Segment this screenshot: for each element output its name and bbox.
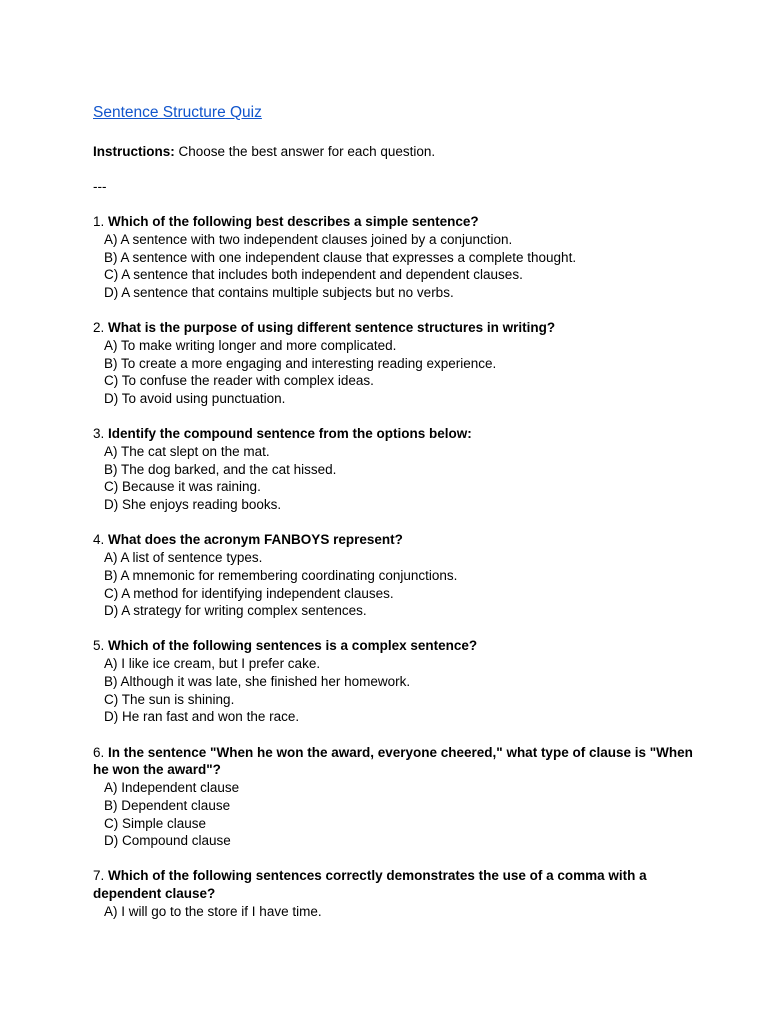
answer-option: A) Independent clause — [104, 780, 240, 796]
question-text — [93, 213, 708, 231]
question-item — [93, 531, 708, 620]
question-prompt: What is the purpose of using different sentence structures in writing? — [108, 320, 556, 336]
question-number: 6. — [93, 744, 105, 760]
answer-option: C) The sun is shining. — [104, 691, 235, 707]
question-list — [93, 213, 708, 921]
question-prompt: What does the acronym FANBOYS represent? — [108, 532, 403, 548]
answer-option: C) Because it was raining. — [104, 479, 261, 495]
answer-option: A) To make writing longer and more complicated. — [104, 337, 397, 353]
question-text — [93, 637, 708, 655]
answer-options — [93, 443, 708, 514]
instructions-label: Instructions: — [93, 144, 175, 159]
question-text — [93, 531, 708, 549]
question-number: 1. — [93, 214, 105, 229]
answer-option: D) A strategy for writing complex sentences. — [104, 603, 367, 619]
answer-options — [93, 903, 708, 921]
answer-option: D) Compound clause — [104, 833, 231, 849]
question-number: 4. — [93, 532, 105, 548]
answer-option: C) A method for identifying independent clauses. — [104, 585, 394, 601]
answer-option: C) A sentence that includes both independent and dependent clauses. — [104, 267, 523, 283]
question-text — [93, 425, 708, 443]
answer-option: D) A sentence that contains multiple subjects but no verbs. — [104, 284, 454, 300]
question-prompt: Identify the compound sentence from the options below: — [108, 426, 472, 442]
answer-option: B) A sentence with one independent clause that expresses a complete thought. — [104, 249, 577, 265]
question-item — [93, 213, 708, 302]
question-item — [93, 319, 708, 408]
answer-option: D) She enjoys reading books. — [104, 497, 282, 513]
question-number: 7. — [93, 868, 105, 884]
question-item — [93, 744, 708, 850]
question-number: 3. — [93, 426, 105, 442]
answer-options — [93, 337, 708, 408]
answer-option: B) A mnemonic for remembering coordinating conjunctions. — [104, 567, 458, 583]
question-prompt: Which of the following sentences is a complex sentence? — [108, 638, 478, 654]
answer-options — [93, 549, 708, 620]
answer-options — [93, 231, 708, 302]
answer-option: B) The dog barked, and the cat hissed. — [104, 461, 337, 477]
question-text — [93, 867, 708, 903]
question-number: 2. — [93, 320, 105, 336]
question-item — [93, 425, 708, 514]
question-prompt: Which of the following best describes a simple sentence? — [108, 214, 479, 229]
question-prompt: In the sentence "When he won the award, everyone cheered," what type of clause is "When he won the award"? — [93, 744, 693, 778]
instructions-line — [93, 143, 708, 161]
answer-option: A) I like ice cream, but I prefer cake. — [104, 656, 321, 672]
answer-option: A) The cat slept on the mat. — [104, 444, 270, 460]
question-number: 5. — [93, 638, 105, 654]
answer-option: A) A list of sentence types. — [104, 550, 263, 566]
answer-option: B) To create a more engaging and interesting reading experience. — [104, 355, 497, 371]
answer-option: A) A sentence with two independent clauses joined by a conjunction. — [104, 231, 513, 247]
answer-options — [93, 655, 708, 726]
answer-option: C) Simple clause — [104, 815, 207, 831]
question-item — [93, 637, 708, 726]
question-prompt: Which of the following sentences correctly demonstrates the use of a comma with a dependent clause? — [93, 868, 647, 902]
question-text — [93, 319, 708, 337]
answer-option: C) To confuse the reader with complex ideas. — [104, 373, 374, 389]
answer-options — [93, 779, 708, 850]
divider-text: --- — [93, 179, 107, 194]
question-item — [93, 867, 708, 920]
answer-option: B) Although it was late, she finished her homework. — [104, 673, 411, 689]
answer-option: D) To avoid using punctuation. — [104, 391, 286, 407]
answer-option: B) Dependent clause — [104, 797, 231, 813]
answer-option: D) He ran fast and won the race. — [104, 709, 300, 725]
answer-option: A) I will go to the store if I have time. — [104, 904, 322, 920]
document-title-link[interactable]: Sentence Structure Quiz — [93, 104, 262, 121]
question-text — [93, 744, 708, 780]
instructions-text: Choose the best answer for each question. — [174, 144, 436, 159]
